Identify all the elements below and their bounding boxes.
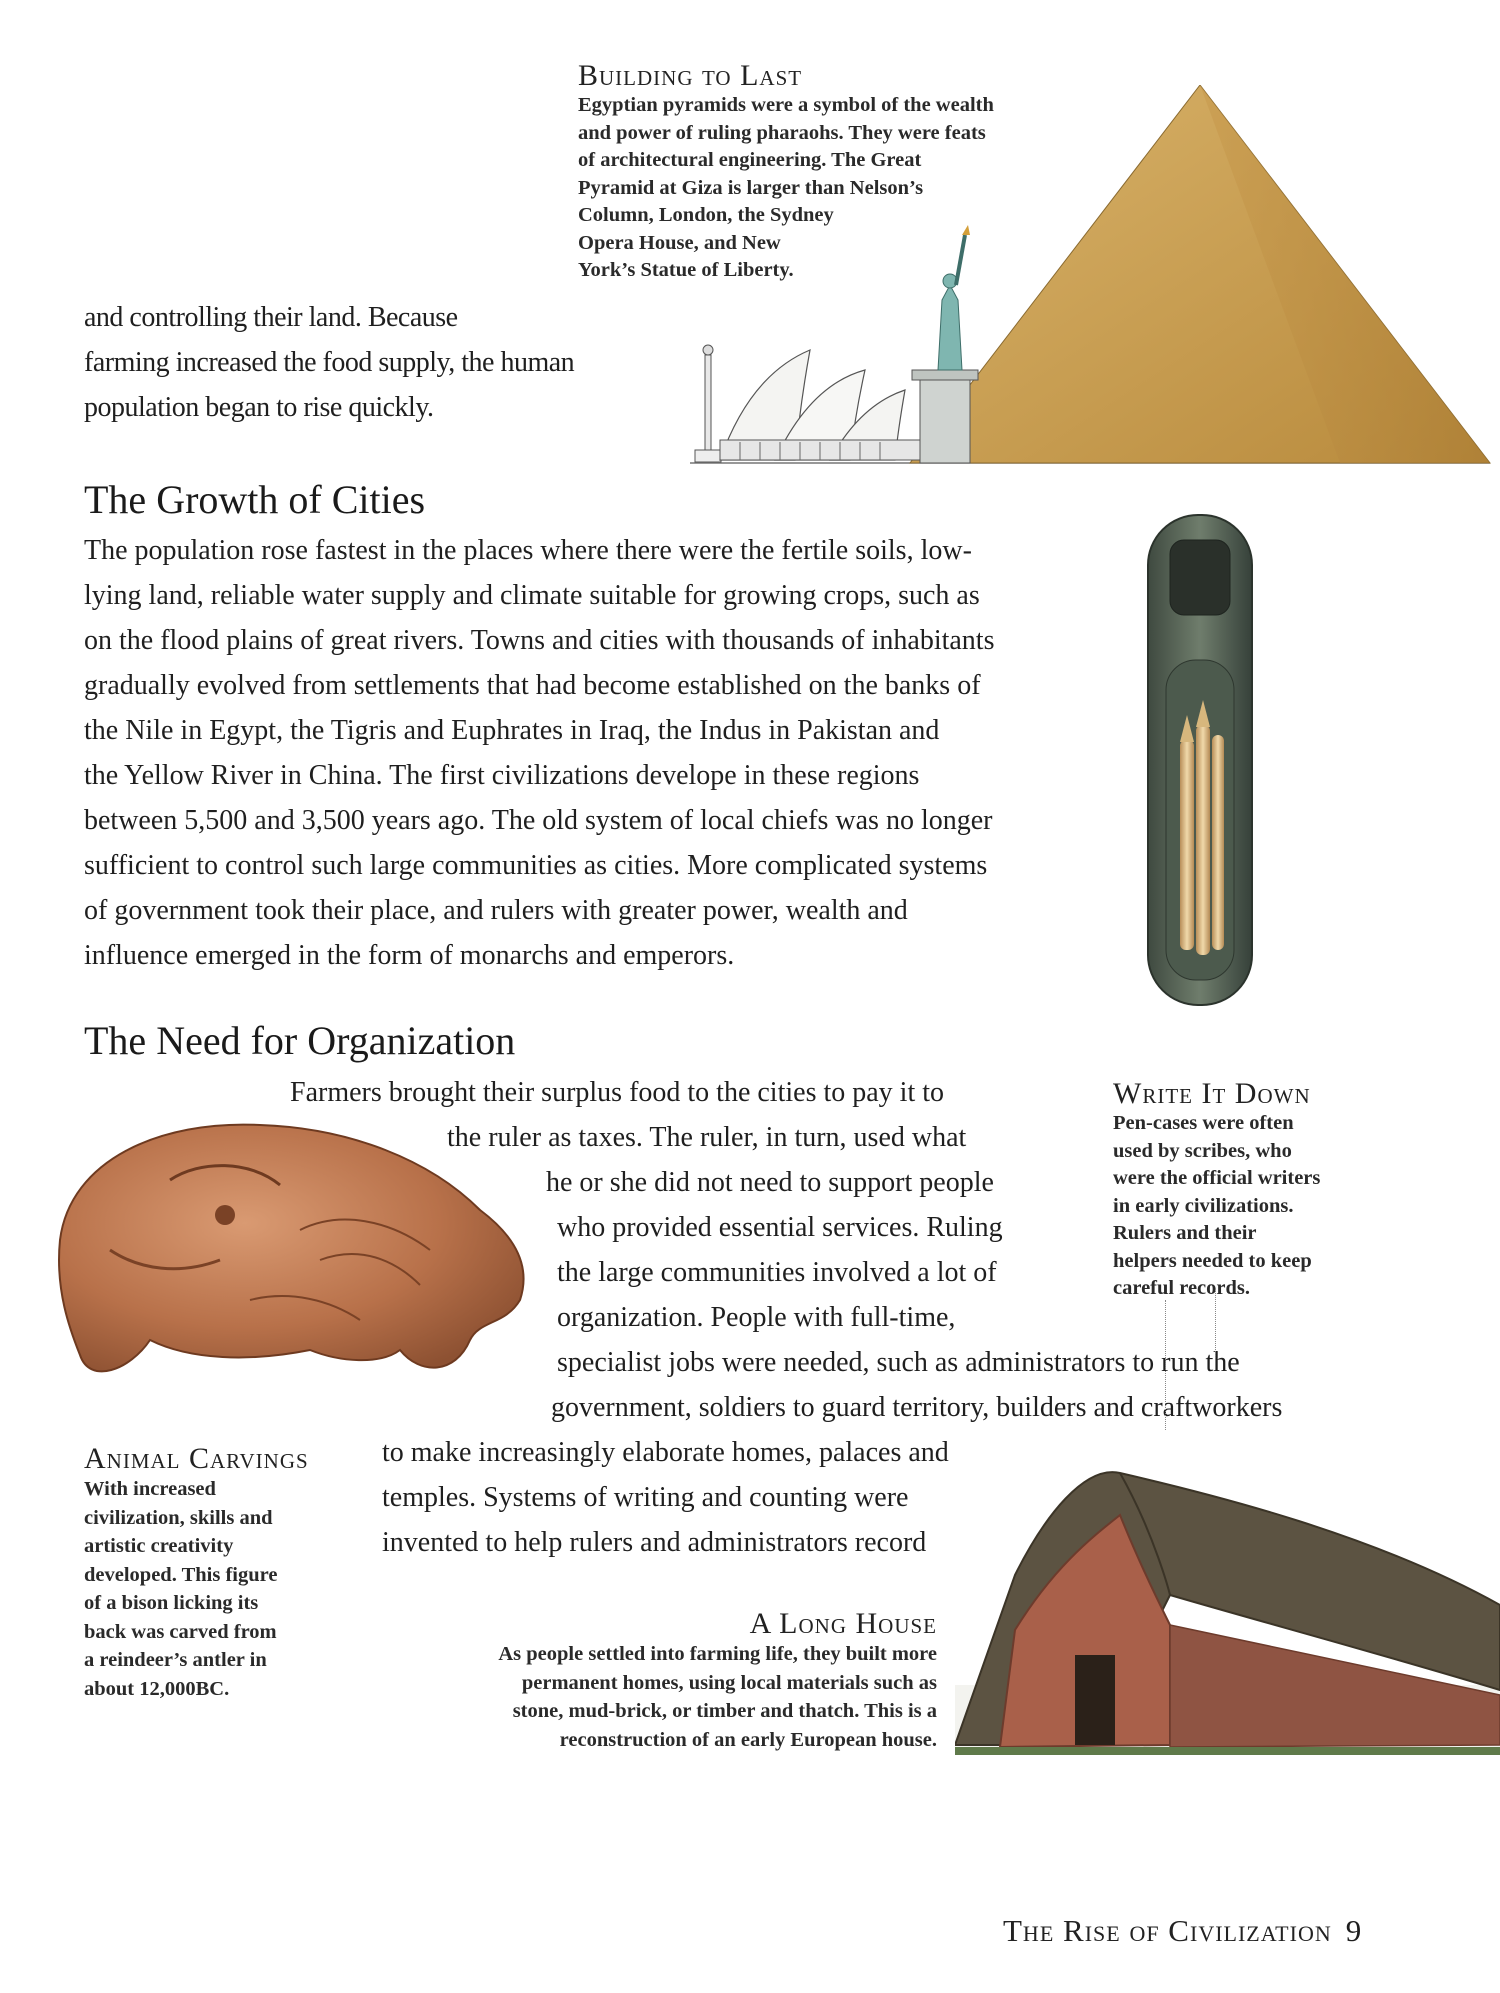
caption-title: Building to Last (578, 59, 803, 92)
caption-line: civilization, skills and (84, 1506, 273, 1529)
caption-line: helpers needed to keep (1113, 1249, 1312, 1272)
pen-case-photo (1140, 510, 1260, 1010)
intro-paragraph (84, 295, 574, 430)
body-line: between 5,500 and 3,500 years ago. The old system of local chiefs was no longer (84, 805, 993, 836)
body-line: of government took their place, and rulers with greater power, wealth and (84, 895, 908, 926)
caption-line: With increased (84, 1478, 216, 1500)
caption-title: Write It Down (1113, 1077, 1311, 1110)
body-line: the Nile in Egypt, the Tigris and Euphrates in Iraq, the Indus in Pakistan and (84, 715, 940, 746)
body-line: organization. People with full-time, (557, 1302, 956, 1333)
caption-line: back was carved from (84, 1620, 277, 1643)
pointer-line (1165, 1300, 1167, 1430)
caption-line: were the official writers (1113, 1167, 1321, 1189)
caption-line: careful records. (1113, 1277, 1251, 1299)
caption-line: Opera House, and New (578, 231, 781, 254)
caption-long-house (380, 1608, 937, 1754)
body-line: Farmers brought their surplus food to the cities to pay it to (290, 1077, 945, 1108)
caption-line: of a bison licking its (84, 1592, 259, 1614)
body-line: invented to help rulers and administrators record (382, 1527, 927, 1558)
body-line: farming increased the food supply, the human (84, 347, 575, 378)
caption-animal-carvings (84, 1443, 344, 1703)
body-line: influence emerged in the form of monarchs and emperors. (84, 940, 735, 971)
body-line: sufficient to control such large communities as cities. More complicated systems (84, 850, 988, 881)
caption-write-it-down (1113, 1078, 1403, 1303)
caption-line: about 12,000BC. (84, 1677, 230, 1700)
caption-line: reconstruction of an early European house. (559, 1728, 937, 1751)
caption-line: Column, London, the Sydney (578, 204, 834, 226)
caption-line: of architectural engineering. The Great (578, 149, 922, 171)
body-line: who provided essential services. Ruling (557, 1212, 1003, 1243)
caption-line: developed. This figure (84, 1563, 278, 1586)
caption-line: and power of ruling pharaohs. They were feats (578, 121, 986, 144)
caption-line: Pyramid at Giza is larger than Nelson’s (578, 176, 924, 199)
caption-body (380, 1640, 937, 1754)
caption-line: permanent homes, using local materials such as (521, 1671, 937, 1694)
body-line: specialist jobs were needed, such as administrators to run the (557, 1347, 1240, 1378)
body-line: The population rose fastest in the places where there were the fertile soils, low- (84, 535, 972, 566)
body-line: the Yellow River in China. The first civilizations develope in these regions (84, 760, 920, 791)
body-line: lying land, reliable water supply and climate suitable for growing crops, such as (84, 580, 980, 611)
caption-line: used by scribes, who (1113, 1139, 1292, 1162)
page-footer (1003, 1913, 1361, 1949)
caption-body (84, 1475, 344, 1703)
bison-carving-photo (50, 1100, 550, 1400)
caption-line: York’s Statue of Liberty. (578, 259, 794, 281)
caption-line: As people settled into farming life, they built more (498, 1643, 937, 1665)
caption-building-to-last (578, 60, 1118, 285)
body-line: population began to rise quickly. (84, 392, 434, 423)
caption-body (578, 92, 1118, 285)
long-house-photo (955, 1455, 1500, 1755)
body-line: gradually evolved from settlements that had become established on the banks of (84, 670, 981, 701)
body-line: government, soldiers to guard territory, builders and craftworkers (551, 1392, 1283, 1423)
page-number: 9 (1345, 1913, 1362, 1948)
footer-title: The Rise of Civilization (1003, 1913, 1332, 1948)
caption-line: Egyptian pyramids were a symbol of the wealth (578, 94, 994, 116)
body-line: on the flood plains of great rivers. Towns and cities with thousands of inhabitants (84, 625, 995, 656)
caption-line: stone, mud-brick, or timber and thatch. This is a (512, 1700, 937, 1722)
caption-line: Rulers and their (1113, 1222, 1257, 1244)
caption-body (1113, 1110, 1403, 1303)
body-line: to make increasingly elaborate homes, palaces and (382, 1437, 949, 1468)
body-line: the ruler as taxes. The ruler, in turn, used what (447, 1122, 967, 1153)
body-line: the large communities involved a lot of (557, 1257, 997, 1288)
caption-title: Animal Carvings (84, 1442, 309, 1475)
pointer-line (1215, 1288, 1217, 1358)
body-line: he or she did not need to support people (546, 1167, 994, 1198)
section-heading-organization: The Need for Organization (84, 1018, 516, 1063)
section-heading-growth: The Growth of Cities (84, 477, 426, 522)
body-line: temples. Systems of writing and counting were (382, 1482, 909, 1513)
caption-line: Pen-cases were often (1113, 1112, 1294, 1134)
growth-paragraph (84, 528, 994, 978)
caption-line: a reindeer’s antler in (84, 1649, 267, 1671)
body-line: and controlling their land. Because (84, 302, 458, 333)
caption-line: in early civilizations. (1113, 1194, 1294, 1217)
caption-line: artistic creativity (84, 1535, 234, 1557)
caption-title: A Long House (749, 1607, 937, 1640)
